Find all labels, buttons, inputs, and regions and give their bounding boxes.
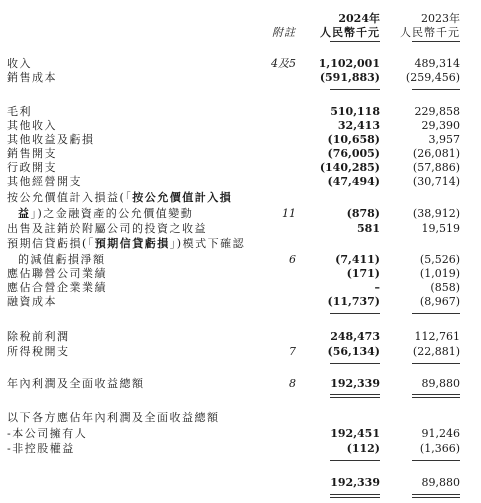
row-label bbox=[7, 238, 245, 250]
row-label: 銷售成本 bbox=[7, 71, 57, 84]
total-double-rule-prior bbox=[412, 497, 460, 498]
row-label: 除稅前利潤 bbox=[7, 330, 70, 343]
row-label-part: 預期信貸虧損(「 bbox=[7, 237, 95, 250]
row-label: 應佔聯營公司業績 bbox=[7, 267, 107, 280]
row-prior-value: (26,081) bbox=[412, 147, 460, 160]
table-row bbox=[0, 412, 481, 424]
row-current-value: (47,494) bbox=[327, 175, 380, 188]
table-row bbox=[0, 162, 481, 174]
table-row bbox=[0, 208, 481, 220]
row-prior-value: 3,957 bbox=[428, 133, 460, 146]
total-rule-current bbox=[330, 494, 380, 495]
table-row bbox=[0, 72, 481, 84]
row-label: 應佔合營企業業績 bbox=[7, 281, 107, 294]
row-label: -非控股權益 bbox=[7, 442, 75, 455]
table-row bbox=[0, 254, 481, 266]
table-row bbox=[0, 378, 481, 390]
header-underline-prior bbox=[412, 41, 460, 42]
row-label-part: 」)之金融資產的公允價值變動 bbox=[30, 207, 194, 220]
row-current-value: (7,411) bbox=[335, 253, 380, 266]
row-label: 其他經營開支 bbox=[7, 175, 82, 188]
total-double-rule-current bbox=[330, 497, 380, 498]
table-row bbox=[0, 176, 481, 188]
table-row bbox=[0, 296, 481, 308]
subtotal-rule-prior bbox=[412, 89, 460, 90]
table-row bbox=[0, 58, 481, 70]
row-prior-value: 89,880 bbox=[421, 476, 460, 489]
row-label: 銷售開支 bbox=[7, 147, 57, 160]
row-current-value: 248,473 bbox=[330, 330, 380, 343]
prior-currency-header: 人民幣千元 bbox=[400, 26, 460, 39]
row-prior-value: (57,886) bbox=[412, 161, 460, 174]
row-current-value: 581 bbox=[357, 222, 380, 235]
table-row bbox=[0, 477, 481, 489]
total-double-rule-current bbox=[330, 397, 380, 398]
subtotal-rule-current bbox=[330, 89, 380, 90]
subtotal-rule-prior bbox=[412, 313, 460, 314]
table-row bbox=[0, 106, 481, 118]
row-current-value: 32,413 bbox=[337, 119, 380, 132]
row-current-value: 192,339 bbox=[330, 377, 380, 390]
table-row bbox=[0, 282, 481, 294]
row-current-value: 192,451 bbox=[330, 427, 380, 440]
row-prior-value: (38,912) bbox=[412, 207, 460, 220]
row-label: 出售及註銷於附屬公司的投資之收益 bbox=[7, 222, 207, 235]
row-note: 8 bbox=[289, 377, 296, 390]
subtotal-rule-prior bbox=[412, 460, 460, 461]
row-note: 11 bbox=[282, 207, 296, 220]
current-year-header: 2024年 bbox=[338, 12, 380, 25]
table-row bbox=[0, 268, 481, 280]
row-note: 4及5 bbox=[271, 57, 296, 70]
row-label: 的減值虧損淨額 bbox=[18, 253, 106, 266]
row-label-defined-term: 按公允價值計入損 bbox=[132, 191, 233, 204]
note-column-header: 附註 bbox=[272, 26, 296, 39]
header-underline-current bbox=[330, 41, 380, 42]
row-prior-value: 89,880 bbox=[421, 377, 460, 390]
row-prior-value: 489,314 bbox=[414, 57, 460, 70]
row-label: 以下各方應佔年內利潤及全面收益總額 bbox=[7, 411, 220, 424]
total-rule-prior bbox=[412, 394, 460, 395]
row-current-value: (56,134) bbox=[327, 345, 380, 358]
row-label: 收入 bbox=[7, 57, 32, 70]
row-label: 行政開支 bbox=[7, 161, 57, 174]
row-current-value: (112) bbox=[346, 442, 380, 455]
subtotal-rule-current bbox=[330, 313, 380, 314]
row-label-part: 」)模式下確認 bbox=[169, 237, 246, 250]
row-note: 7 bbox=[289, 345, 296, 358]
row-prior-value: (858) bbox=[430, 281, 460, 294]
table-row bbox=[0, 134, 481, 146]
row-current-value: – bbox=[374, 281, 380, 294]
row-prior-value: 229,858 bbox=[414, 105, 460, 118]
row-prior-value: (8,967) bbox=[419, 295, 460, 308]
table-row bbox=[0, 120, 481, 132]
current-currency-header: 人民幣千元 bbox=[320, 26, 380, 39]
table-row bbox=[0, 346, 481, 358]
row-current-value: (11,737) bbox=[327, 295, 380, 308]
row-prior-value: (30,714) bbox=[412, 175, 460, 188]
row-current-value: 510,118 bbox=[330, 105, 380, 118]
total-rule-current bbox=[330, 394, 380, 395]
subtotal-rule-prior bbox=[412, 363, 460, 364]
row-current-value: (878) bbox=[346, 207, 380, 220]
table-row bbox=[0, 428, 481, 440]
row-label bbox=[7, 192, 232, 204]
row-prior-value: (259,456) bbox=[405, 71, 460, 84]
subtotal-rule-current bbox=[330, 363, 380, 364]
subtotal-rule-current bbox=[330, 460, 380, 461]
table-row bbox=[0, 443, 481, 455]
row-prior-value: (1,366) bbox=[419, 442, 460, 455]
row-label: 其他收益及虧損 bbox=[7, 133, 95, 146]
total-rule-prior bbox=[412, 494, 460, 495]
row-label: -本公司擁有人 bbox=[7, 427, 88, 440]
row-prior-value: 29,390 bbox=[421, 119, 460, 132]
row-prior-value: (1,019) bbox=[419, 267, 460, 280]
table-row bbox=[0, 148, 481, 160]
row-label: 其他收入 bbox=[7, 119, 57, 132]
table-row bbox=[0, 192, 481, 204]
row-current-value: (76,005) bbox=[327, 147, 380, 160]
row-current-value: (10,658) bbox=[327, 133, 380, 146]
row-current-value: 1,102,001 bbox=[318, 57, 380, 70]
table-row bbox=[0, 331, 481, 343]
row-prior-value: 19,519 bbox=[421, 222, 460, 235]
row-prior-value: 112,761 bbox=[414, 330, 460, 343]
row-current-value: 192,339 bbox=[330, 476, 380, 489]
row-label-defined-term: 益 bbox=[18, 207, 31, 220]
row-label bbox=[18, 208, 193, 220]
row-label: 毛利 bbox=[7, 105, 32, 118]
row-prior-value: (22,881) bbox=[412, 345, 460, 358]
row-label: 年內利潤及全面收益總額 bbox=[7, 377, 145, 390]
total-double-rule-prior bbox=[412, 397, 460, 398]
row-prior-value: (5,526) bbox=[419, 253, 460, 266]
row-label-part: 按公允價值計入損益(「 bbox=[7, 191, 133, 204]
table-row bbox=[0, 238, 481, 250]
row-label: 所得稅開支 bbox=[7, 345, 70, 358]
row-current-value: (140,285) bbox=[319, 161, 380, 174]
row-note: 6 bbox=[289, 253, 296, 266]
row-current-value: (171) bbox=[346, 267, 380, 280]
prior-year-header: 2023年 bbox=[421, 12, 460, 25]
row-current-value: (591,883) bbox=[319, 71, 380, 84]
table-row bbox=[0, 223, 481, 235]
row-prior-value: 91,246 bbox=[421, 427, 460, 440]
row-label-defined-term: 預期信貸虧損 bbox=[94, 237, 170, 250]
row-label: 融資成本 bbox=[7, 295, 57, 308]
